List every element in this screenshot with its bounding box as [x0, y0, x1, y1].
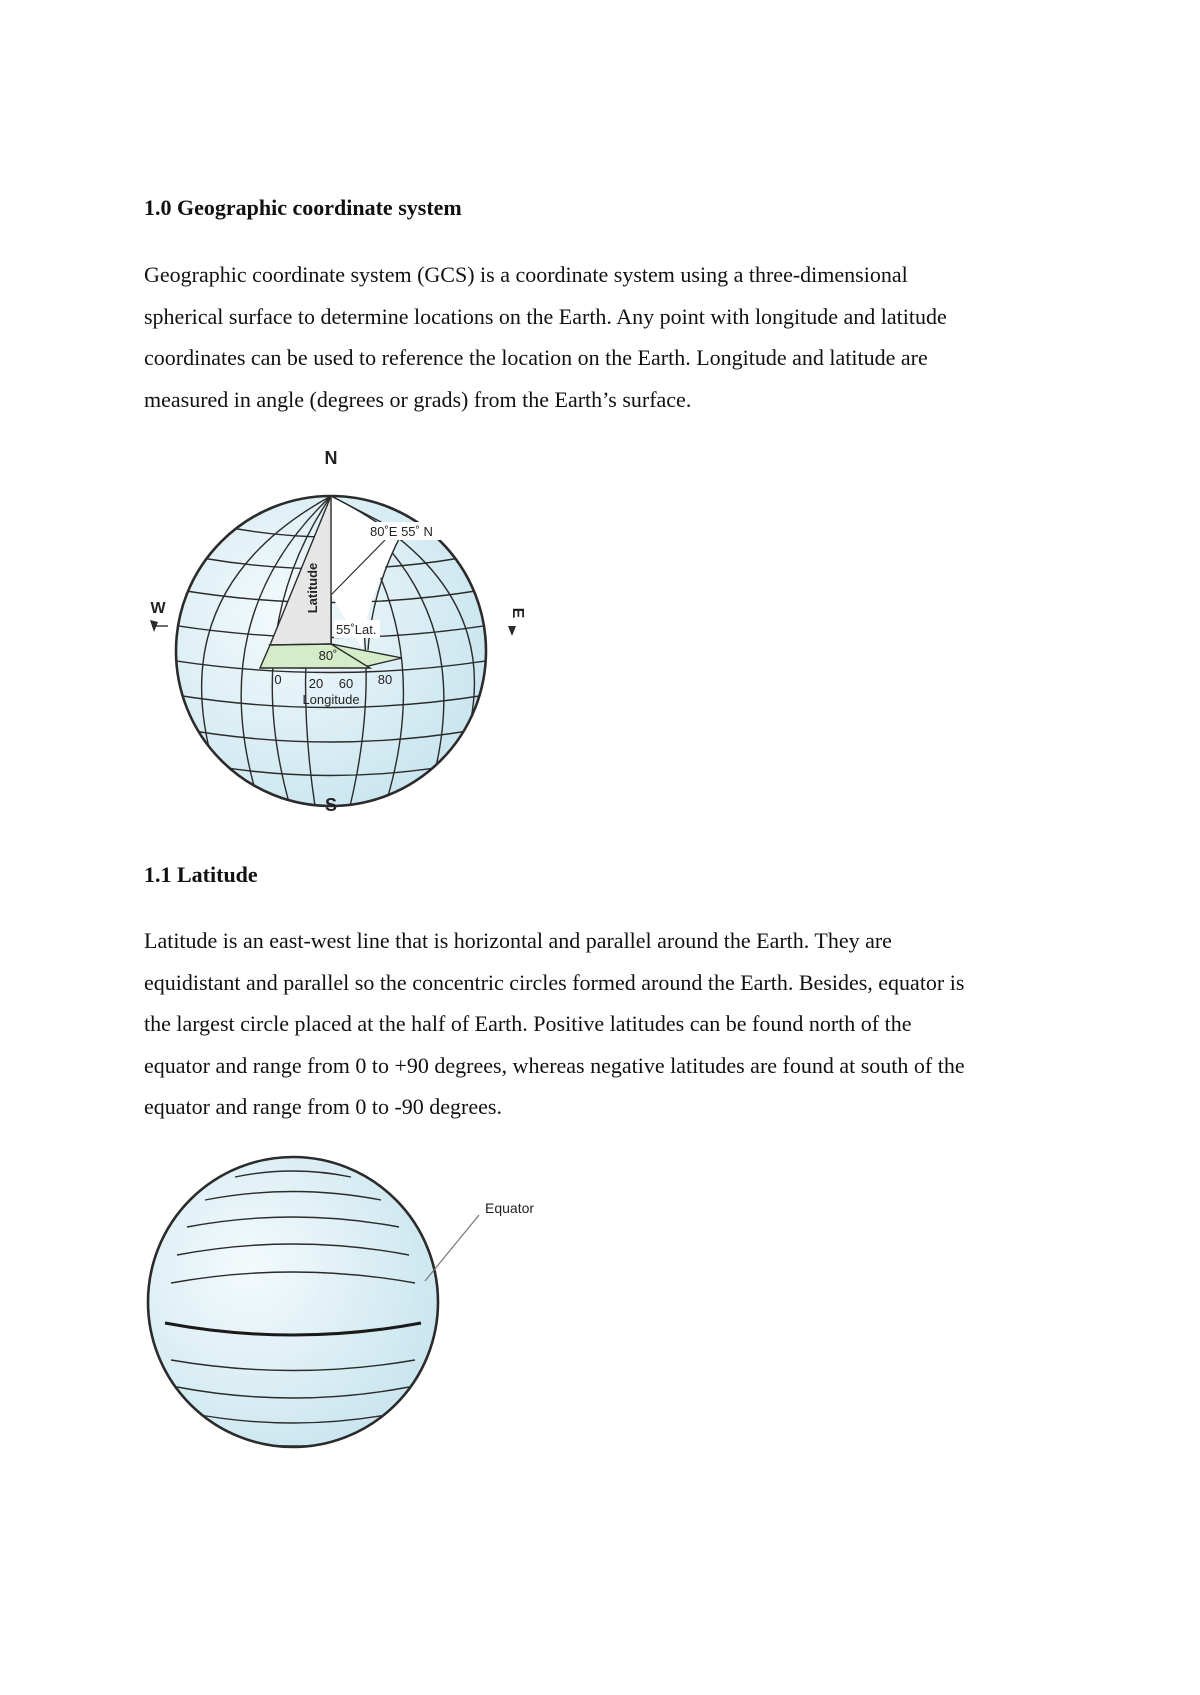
- globe-sphere: [148, 1157, 438, 1447]
- east-arrow-icon: [508, 626, 516, 636]
- section-2-heading: 1.1 Latitude: [144, 862, 258, 887]
- longitude-tick: 0: [274, 672, 282, 687]
- paragraph-line: measured in angle (degrees or grads) from the Earth’s surface.: [144, 386, 692, 412]
- west-label: W: [150, 600, 166, 617]
- coordinate-globe-figure: [140, 440, 540, 820]
- paragraph-line: equidistant and parallel so the concentric circles formed around the Earth. Besides, equator is: [144, 969, 965, 995]
- equator-leader-line: [425, 1215, 479, 1281]
- south-label: S: [324, 795, 338, 815]
- paragraph-line: coordinates can be used to reference the location on the Earth. Longitude and latitude are: [144, 345, 928, 370]
- paragraph-line: Latitude is an east-west line that is horizontal and parallel around the Earth. They are: [144, 928, 892, 953]
- paragraph-line: Geographic coordinate system (GCS) is a coordinate system using a three-dimensional: [144, 262, 908, 287]
- paragraph-line: equator and range from 0 to +90 degrees, whereas negative latitudes are found at south of the: [144, 1052, 965, 1078]
- latitude-angle-label: 55˚Lat.: [336, 622, 377, 637]
- paragraph-line: spherical surface to determine locations on the Earth. Any point with longitude and latitude: [144, 303, 947, 329]
- longitude-tick: 20: [308, 676, 324, 691]
- longitude-tick: 60: [338, 676, 354, 691]
- point-coordinate-label: 80˚E 55˚ N: [370, 524, 433, 539]
- east-label: E: [509, 607, 526, 619]
- latitude-globe-figure: [175, 1155, 555, 1455]
- section-1-paragraph: [144, 254, 1074, 420]
- equator-label: Equator: [485, 1200, 535, 1216]
- longitude-label: Longitude: [302, 692, 360, 707]
- section-1-heading: 1.0 Geographic coordinate system: [144, 195, 462, 220]
- longitude-angle-label: 80˚: [318, 648, 338, 663]
- latitude-label: Latitude: [305, 562, 320, 614]
- section-2-paragraph: [144, 920, 1074, 1128]
- longitude-tick: 80: [377, 672, 393, 687]
- paragraph-line: the largest circle placed at the half of Earth. Positive latitudes can be found north of the: [144, 1011, 912, 1036]
- paragraph-line: equator and range from 0 to -90 degrees.: [144, 1094, 502, 1119]
- north-label: N: [324, 448, 338, 468]
